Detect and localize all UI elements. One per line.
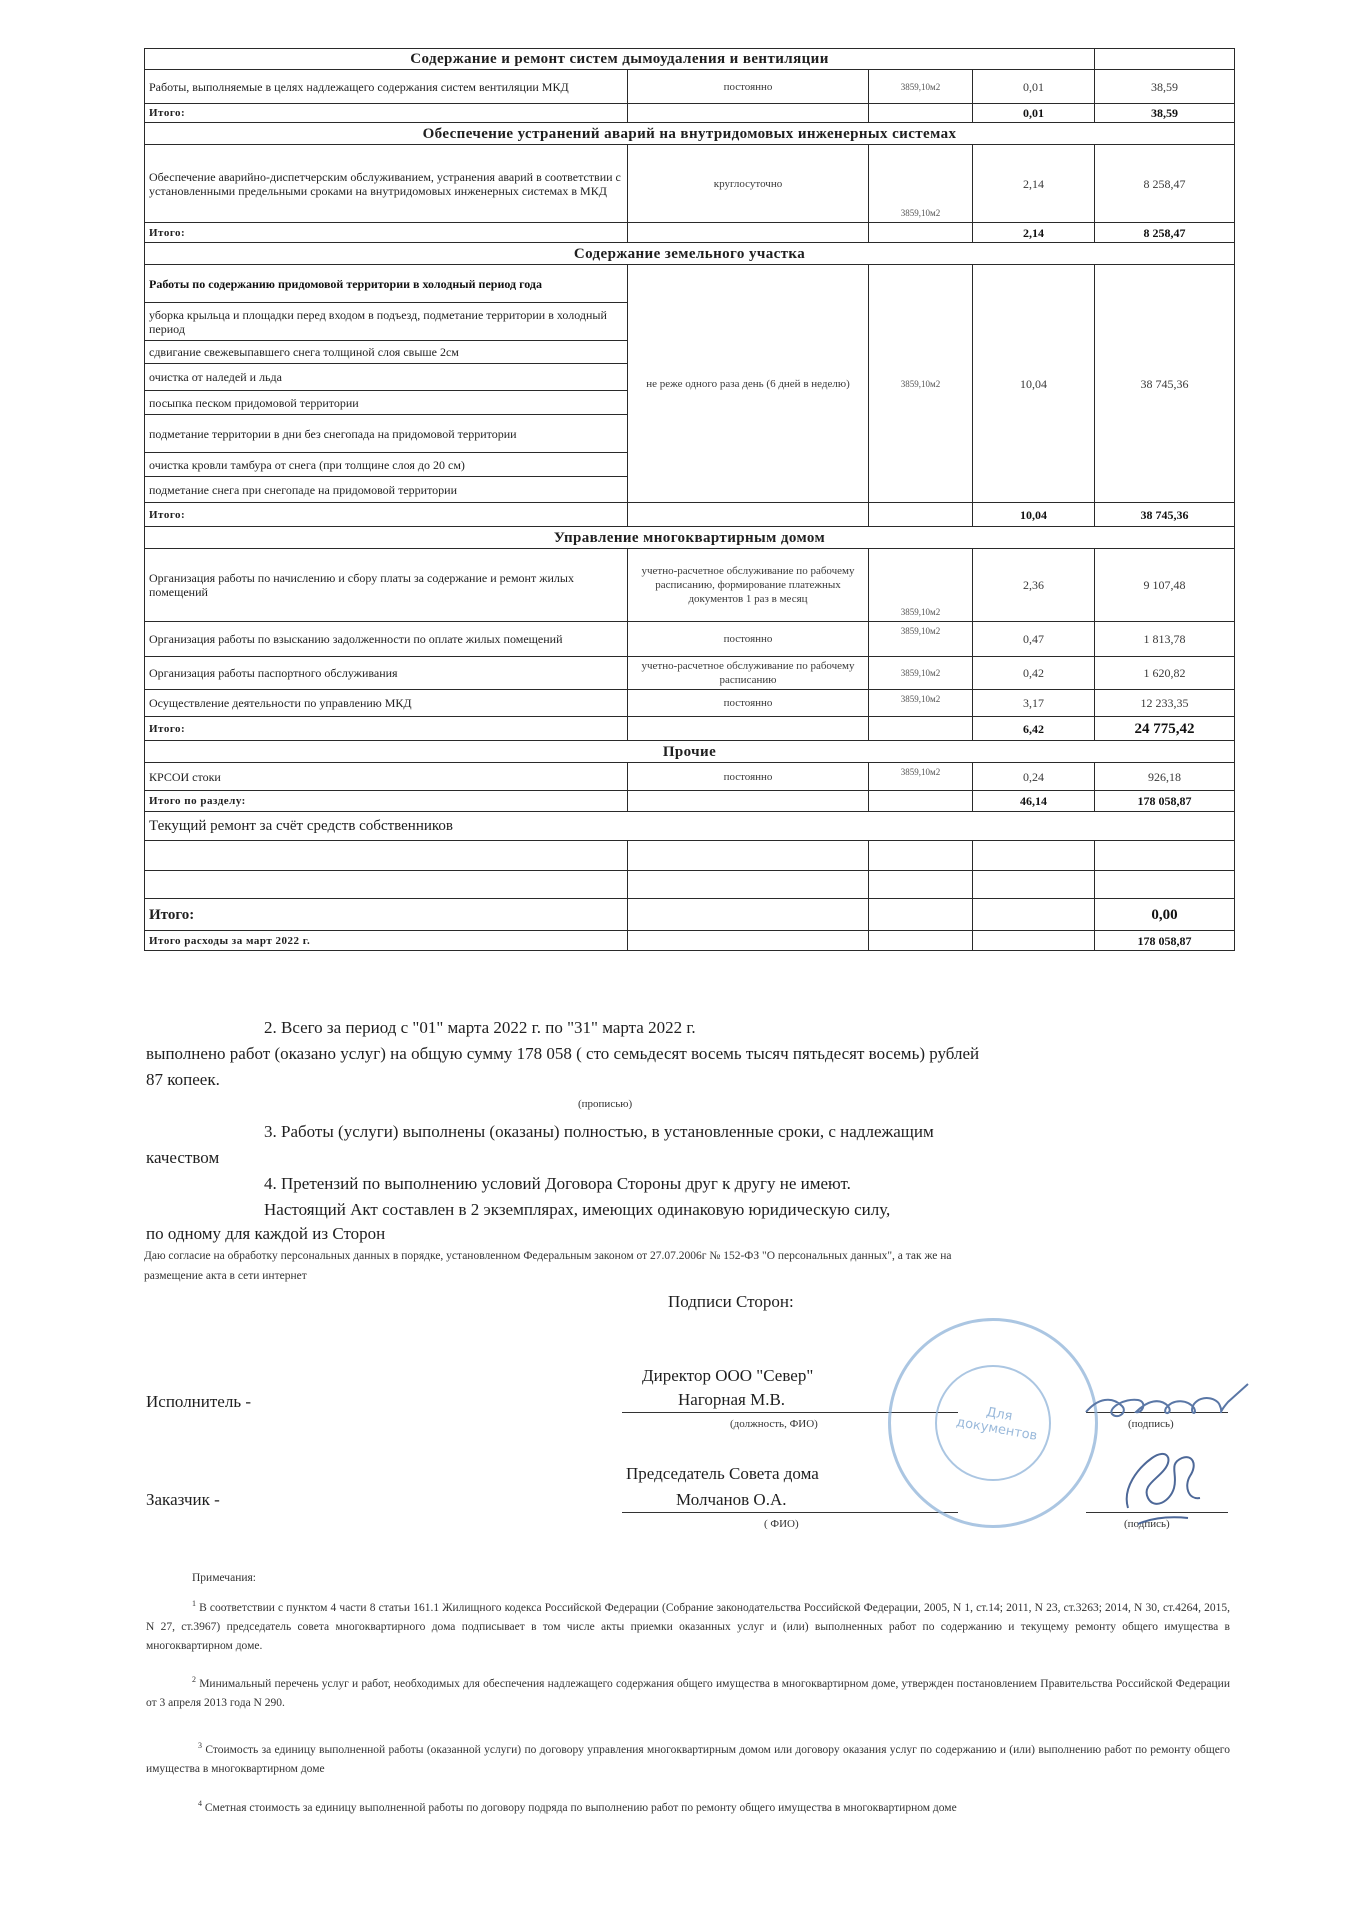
grand-total-label: Итого расходы за март 2022 г. — [145, 931, 628, 951]
services-table — [144, 48, 1235, 951]
executor-label: Исполнитель - — [146, 1392, 251, 1411]
section-title-other: Прочие — [145, 741, 1235, 763]
land-item: очистка кровли тамбура от снега (при толщине слоя до 20 см) — [145, 453, 628, 477]
service-frequency: постоянно — [628, 622, 869, 657]
subtotal-label: Итого: — [145, 503, 628, 527]
repair-total-sum: 0,00 — [1095, 899, 1235, 931]
footnote-mark: 1 — [192, 1599, 196, 1608]
notes-title: Примечания: — [192, 1572, 256, 1584]
company-stamp — [888, 1318, 1098, 1528]
executor-name: Нагорная М.В. — [678, 1390, 786, 1409]
section-title-emergency: Обеспечение устранений аварий на внутридомовых инженерных системах — [145, 123, 1235, 145]
service-frequency: учетно-расчетное обслуживание по рабочему расписанию, формирование платежных документов 1 раз в месяц — [628, 549, 869, 622]
subtotal-sum: 38 745,36 — [1095, 503, 1235, 527]
service-name: Обеспечение аварийно-диспетчерским обслуживанием, устранения аварий в соответствии с установленными предельными сроками на внутридомовых инженерных системах в МКД — [145, 145, 628, 223]
repair-title: Текущий ремонт за счёт средств собственников — [145, 812, 1235, 841]
land-rate: 10,04 — [973, 265, 1095, 503]
subtotal-rate: 0,01 — [973, 104, 1095, 123]
service-rate: 0,47 — [973, 622, 1095, 657]
service-frequency: круглосуточно — [628, 145, 869, 223]
land-item: подметание территории в дни без снегопада на придомовой территории — [145, 415, 628, 453]
subtotal-label: Итого: — [145, 717, 628, 741]
clause-2-line3: 87 копеек. — [146, 1070, 220, 1089]
in-words-caption: (прописью) — [578, 1098, 633, 1110]
service-rate: 0,42 — [973, 657, 1095, 690]
consent-line1: Даю согласие на обработку персональных данных в порядке, установленном Федеральным законом от 27.07.2006г № 152-ФЗ "О персональных данных", а так же на — [144, 1250, 952, 1262]
subtotal-rate: 2,14 — [973, 223, 1095, 243]
note-text: В соответствии с пунктом 4 части 8 статьи 161.1 Жилищного кодекса Российской Федерации (Собрание законодательства Российской Федерации, 2005, N 1, ст.14; 2011, N 23, ст.3263; 2014, N 30, ст.4264, 2015, N 27, ст.3967) председатель совета многоквартирного дома подписывает в том числе акты приемки оказанных услуг и (или) выполненных работ по содержанию и текущему ремонту общего имущества в многоквартирном доме. — [146, 1601, 1230, 1652]
clause-3-line1: 3. Работы (услуги) выполнены (оказаны) полностью, в установленные сроки, с надлежащим — [264, 1122, 934, 1141]
table-row — [145, 657, 1235, 690]
service-unit: 3859,10м2 — [869, 70, 973, 104]
section-total-label: Итого по разделу: — [145, 791, 628, 812]
service-sum: 12 233,35 — [1095, 690, 1235, 717]
subtotal-sum: 24 775,42 — [1095, 717, 1235, 741]
land-item: посыпка песком придомовой территории — [145, 391, 628, 415]
customer-signature — [1108, 1428, 1218, 1538]
subtotal-label: Итого: — [145, 223, 628, 243]
customer-underline — [622, 1512, 958, 1513]
customer-position: Председатель Совета дома — [626, 1464, 819, 1483]
clause-5-line2: по одному для каждой из Сторон — [146, 1224, 386, 1243]
grand-total-sum: 178 058,87 — [1095, 931, 1235, 951]
service-unit: 3859,10м2 — [869, 690, 973, 717]
service-rate: 3,17 — [973, 690, 1095, 717]
section-total-row — [145, 791, 1235, 812]
subtotal-row — [145, 503, 1235, 527]
executor-position: Директор ООО "Север" — [642, 1366, 814, 1385]
service-frequency: постоянно — [628, 690, 869, 717]
service-name: Организация работы по взысканию задолженности по оплате жилых помещений — [145, 622, 628, 657]
repair-header-row — [145, 812, 1235, 841]
service-frequency: учетно-расчетное обслуживание по рабочему расписанию — [628, 657, 869, 690]
footnote-mark: 4 — [198, 1799, 202, 1808]
service-unit: 3859,10м2 — [869, 657, 973, 690]
service-frequency: постоянно — [628, 70, 869, 104]
land-unit: 3859,10м2 — [869, 265, 973, 503]
section-title-land: Содержание земельного участка — [145, 243, 1235, 265]
clause-4: 4. Претензий по выполнению условий Договора Стороны друг к другу не имеют. — [264, 1174, 851, 1193]
table-row — [145, 145, 1235, 223]
section-title-management: Управление многоквартирным домом — [145, 527, 1235, 549]
customer-label: Заказчик - — [146, 1490, 220, 1509]
service-unit: 3859,10м2 — [869, 145, 973, 223]
land-item: подметание снега при снегопаде на придомовой территории — [145, 477, 628, 503]
note-3 — [146, 1736, 1230, 1779]
service-name: Организация работы паспортного обслуживания — [145, 657, 628, 690]
service-sum: 8 258,47 — [1095, 145, 1235, 223]
subtotal-sum: 8 258,47 — [1095, 223, 1235, 243]
subtotal-label: Итого: — [145, 104, 628, 123]
empty-row — [145, 871, 1235, 899]
service-sum: 9 107,48 — [1095, 549, 1235, 622]
note-text: Минимальный перечень услуг и работ, необходимых для обеспечения надлежащего содержания общего имущества в многоквартирном доме, утвержден постановлением Правительства Российской Федерации от 3 апреля 2013 года N 290. — [146, 1677, 1230, 1709]
subtotal-rate: 6,42 — [973, 717, 1095, 741]
service-sum: 1 813,78 — [1095, 622, 1235, 657]
customer-sign-caption: (подпись) — [1124, 1518, 1170, 1530]
empty-row — [145, 841, 1235, 871]
land-item: уборка крыльца и площадки перед входом в подъезд, подметание территории в холодный период — [145, 303, 628, 341]
note-1 — [146, 1594, 1230, 1656]
service-sum: 926,18 — [1095, 763, 1235, 791]
table-row — [145, 622, 1235, 657]
service-name: КРСОИ стоки — [145, 763, 628, 791]
service-rate: 0,01 — [973, 70, 1095, 104]
clause-3-line2: качеством — [146, 1148, 220, 1167]
land-frequency: не реже одного раза день (6 дней в неделю) — [628, 265, 869, 503]
service-rate: 2,36 — [973, 549, 1095, 622]
land-item: очистка от наледей и льда — [145, 364, 628, 391]
subtotal-row — [145, 104, 1235, 123]
section-header-row — [145, 741, 1235, 763]
subtotal-row — [145, 223, 1235, 243]
note-text: Стоимость за единицу выполненной работы (оказанной услуги) по договору управления многоквартирным домом или договору оказания услуг по содержанию и (или) выполнению работ по ремонту общего имущества в многоквартирном доме — [146, 1743, 1230, 1775]
table-row — [145, 549, 1235, 622]
service-sum: 38,59 — [1095, 70, 1235, 104]
repair-total-label: Итого: — [145, 899, 628, 931]
note-4 — [146, 1794, 1230, 1818]
land-item: Работы по содержанию придомовой территории в холодный период года — [145, 265, 628, 303]
footnote-mark: 2 — [192, 1675, 196, 1684]
note-text: Сметная стоимость за единицу выполненной работы по договору подряда по выполнению работ по ремонту общего имущества в многоквартирном доме — [204, 1801, 957, 1814]
section-title-ventilation: Содержание и ремонт систем дымоудаления и вентиляции — [145, 49, 1095, 70]
stamp-text: Для документов — [955, 1404, 1039, 1444]
executor-caption: (должность, ФИО) — [730, 1418, 818, 1430]
subtotal-row — [145, 717, 1235, 741]
clause-2-line2: выполнено работ (оказано услуг) на общую сумму 178 058 ( сто семьдесят восемь тысяч пятьдесят восемь) рублей — [146, 1044, 980, 1063]
clause-5-line1: Настоящий Акт составлен в 2 экземплярах, имеющих одинаковую юридическую силу, — [264, 1200, 891, 1219]
land-sum: 38 745,36 — [1095, 265, 1235, 503]
land-item: сдвигание свежевыпавшего снега толщиной слоя свыше 2см — [145, 341, 628, 364]
note-2 — [146, 1670, 1230, 1713]
section-total-rate: 46,14 — [973, 791, 1095, 812]
table-row — [145, 70, 1235, 104]
section-header-row — [145, 123, 1235, 145]
clause-2-line1: 2. Всего за период с "01" марта 2022 г. по "31" марта 2022 г. — [264, 1018, 696, 1037]
service-name: Организация работы по начислению и сбору платы за содержание и ремонт жилых помещений — [145, 549, 628, 622]
grand-total-row — [145, 931, 1235, 951]
table-row — [145, 690, 1235, 717]
signatures-title: Подписи Сторон: — [668, 1292, 794, 1311]
subtotal-sum: 38,59 — [1095, 104, 1235, 123]
service-name: Работы, выполняемые в целях надлежащего содержания систем вентиляции МКД — [145, 70, 628, 104]
service-rate: 2,14 — [973, 145, 1095, 223]
service-sum: 1 620,82 — [1095, 657, 1235, 690]
customer-name: Молчанов О.А. — [676, 1490, 787, 1509]
service-unit: 3859,10м2 — [869, 622, 973, 657]
footnote-mark: 3 — [198, 1741, 202, 1750]
consent-line2: размещение акта в сети интернет — [144, 1270, 307, 1282]
subtotal-rate: 10,04 — [973, 503, 1095, 527]
table-row — [145, 265, 1235, 303]
service-rate: 0,24 — [973, 763, 1095, 791]
service-unit: 3859,10м2 — [869, 763, 973, 791]
service-frequency: постоянно — [628, 763, 869, 791]
executor-sign-caption: (подпись) — [1128, 1418, 1174, 1430]
service-unit: 3859,10м2 — [869, 549, 973, 622]
service-name: Осуществление деятельности по управлению МКД — [145, 690, 628, 717]
table-row — [145, 763, 1235, 791]
section-header-row — [145, 243, 1235, 265]
repair-total-row — [145, 899, 1235, 931]
customer-caption: ( ФИО) — [764, 1518, 799, 1530]
section-total-sum: 178 058,87 — [1095, 791, 1235, 812]
section-header-row — [145, 527, 1235, 549]
section-header-row — [145, 49, 1235, 70]
